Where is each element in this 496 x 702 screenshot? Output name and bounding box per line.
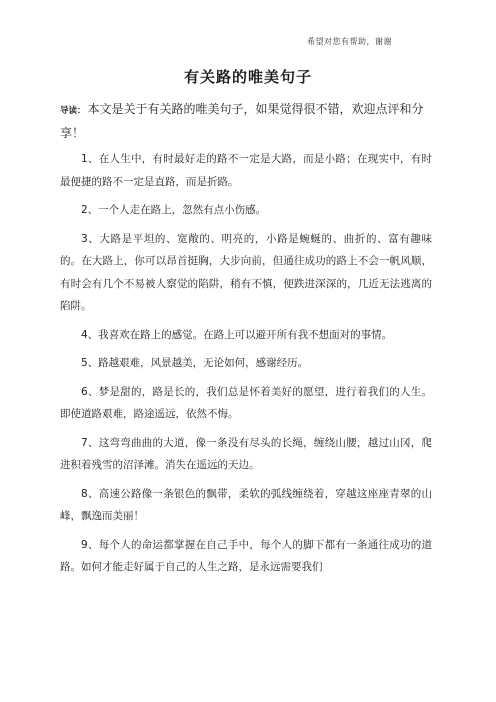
intro-text: 本文是关于有关路的唯美句子，如果觉得很不错，欢迎点评和分享！: [60, 102, 424, 140]
paragraph-2: 2、一个人走在路上，忽然有点小伤感。: [81, 204, 267, 216]
paragraph-6: 6、梦是甜的，路是长的，我们总是怀着美好的愿望，进行着我们的人生。即使道路艰难，路途遥远，依然不悔。: [60, 385, 432, 420]
paragraph-9: 9、每个人的命运都掌握在自己手中，每个人的脚下都有一条通往成功的道路。如何才能走好属于自己的人生之路，是永远需要我们: [60, 538, 432, 573]
page-title: 有关路的唯美句子: [183, 68, 312, 86]
article-body: [60, 98, 432, 585]
intro-paragraph: [60, 98, 432, 144]
header-note: 希望对您有帮助，谢谢: [307, 37, 392, 46]
paragraph-1: 1、在人生中，有时最好走的路不一定是大路，而是小路；在现实中，有时最便捷的路不一定是直路，而是折路。: [60, 153, 432, 188]
paragraph-4: 4、我喜欢在路上的感觉。在路上可以避开所有我不想面对的事情。: [81, 328, 393, 341]
paragraph-8: 8、高速公路像一条银色的飘带，柔软的弧线缠绕着，穿越这座座青翠的山峰，飘逸而美丽！: [60, 487, 432, 522]
paragraph-5: 5、路越艰难，风景越美，无论如何，感谢经历。: [81, 357, 309, 369]
intro-label: 导读：: [60, 106, 86, 116]
paragraph-7: 7、这弯弯曲曲的大道，像一条没有尽头的长绳，缠绕山腰，越过山冈，爬进积着残雪的沼泽滩。消失在遥远的天边。: [60, 436, 432, 471]
paragraph-3: 3、大路是平坦的、宽敞的、明亮的，小路是蜿蜒的、曲折的、富有趣味的。在大路上，你可以昂首挺胸，大步向前，但通往成功的路上不会一帆风顺，有时会有几个不易被人察觉的陷阱，稍有不慎，便跌进深深的，几近无法逃离的陷阱。: [60, 232, 432, 312]
